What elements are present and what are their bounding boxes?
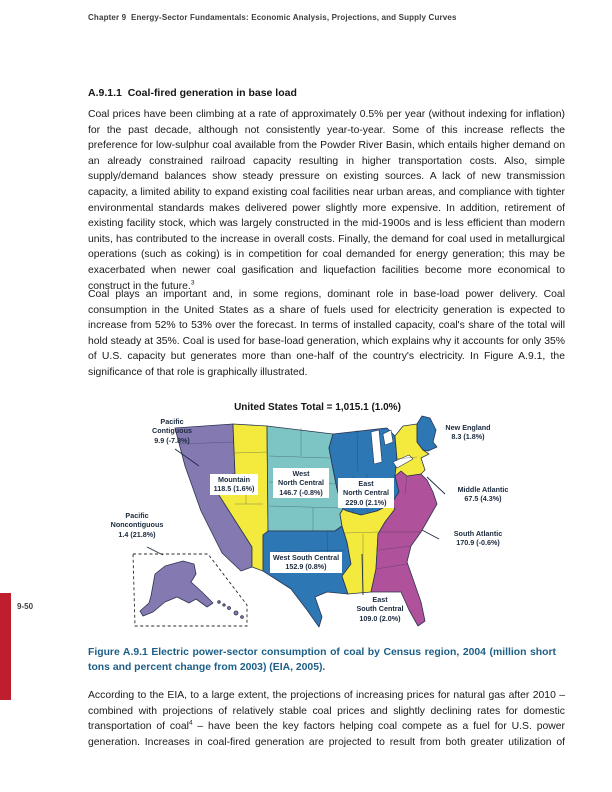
- label-east-north-central: East North Central 229.0 (2.1%): [338, 478, 394, 508]
- chapter-edge-bar: [0, 593, 11, 700]
- label-west-south-central: West South Central 152.9 (0.8%): [270, 552, 342, 573]
- map-title: United States Total = 1,015.1 (1.0%): [234, 402, 401, 413]
- label-south-atlantic: South Atlantic 170.9 (-0.6%): [453, 529, 503, 548]
- label-east-south-central: East South Central 109.0 (2.0%): [356, 595, 404, 623]
- region-new-england: [417, 416, 437, 451]
- paragraph-text: Coal prices have been climbing at a rate of approximately 0.5% per year (without indexing for inflation) for the past decade, although not consistently year-to-year. Some of this increase reflects the preference for low-sulphur coal available from the Powder River Basin, which entails higher demand on an already constrained railroad capacity resulting in higher transportation costs. Also, simple supply/demand balances show steady pressure on existing sources. A lack of new transmission capacity, a limited ability to expand existing coal facilities near urban areas, and compliance with tighter environmental standards makes delivered power slightly more expensive. In addition, retirement of existing facility stock, which was largely constructed in the mid-1900s and is less efficient than modern units, has contributed to the increase in overall costs. Finally, the demand for coal used in metallurgical operations (such as coking) is in competition for coal demanded for energy generation; this may be exacerbated when newer coal gasification and liquefaction facilities become more economical to construct in the future.: [88, 109, 565, 292]
- section-heading: A.9.1.1 Coal-fired generation in base load: [88, 87, 297, 99]
- region-alaska: [140, 561, 213, 616]
- footnote-marker-3: 3: [190, 279, 195, 287]
- paragraph-eia-projections: [88, 688, 565, 750]
- paragraph-text: According to the EIA, to a large extent, the projections of increasing prices for natural gas after 2010 – combined with projections of relatively stable coal prices and slightly declining rates for domestic transportation of coal: [88, 690, 565, 733]
- footnote-marker-4: 4: [188, 719, 193, 727]
- paragraph-text: – have been the key factors helping coal compete as a fuel for U.S. power generation. Increases in coal-fired generation are projected to result from both greater utilization of: [88, 721, 565, 748]
- paragraph-coal-role: Coal plays an important and, in some regions, dominant role in base-load power delivery. Coal consumption in the United States as a share of fuels used for electricity generation is expected to increase from 52% to 53% over the forecast. In terms of installed capacity, coal's share of the total will hold steady at 35%. Coal is used for base-load generation, which explains why it accounts for only 35% of U.S. capacity but generates more than one-half of the country's electricity. In Figure A.9.1, the significance of that role is graphically illustrated.: [88, 289, 565, 378]
- label-new-england: New England 8.3 (1.8%): [445, 423, 491, 442]
- figure-map-us-census-regions: [95, 398, 540, 650]
- leader-south-atlantic: [422, 530, 439, 539]
- region-west-south-central: [263, 526, 351, 627]
- paragraph-coal-prices: [88, 107, 565, 294]
- region-hawaii: [218, 601, 244, 619]
- label-pacific-contiguous: Pacific Contiguous 9.9 (-7.8%): [152, 417, 192, 445]
- page-number: 9-50: [17, 602, 34, 611]
- figure-caption: Figure A.9.1 Electric power-sector consumption of coal by Census region, 2004 (million short tons and percent change from 2003) (EIA, 2005).: [88, 647, 556, 673]
- label-middle-atlantic: Middle Atlantic 67.5 (4.3%): [457, 485, 509, 504]
- label-pacific-noncontiguous: Pacific Noncontiguous 1.4 (21.8%): [110, 511, 164, 539]
- running-header: Chapter 9 Energy-Sector Fundamentals: Economic Analysis, Projections, and Supply Curves: [88, 13, 457, 22]
- label-west-north-central: West North Central 146.7 (-0.8%): [273, 468, 329, 498]
- label-mountain: Mountain 118.5 (1.6%): [210, 474, 258, 495]
